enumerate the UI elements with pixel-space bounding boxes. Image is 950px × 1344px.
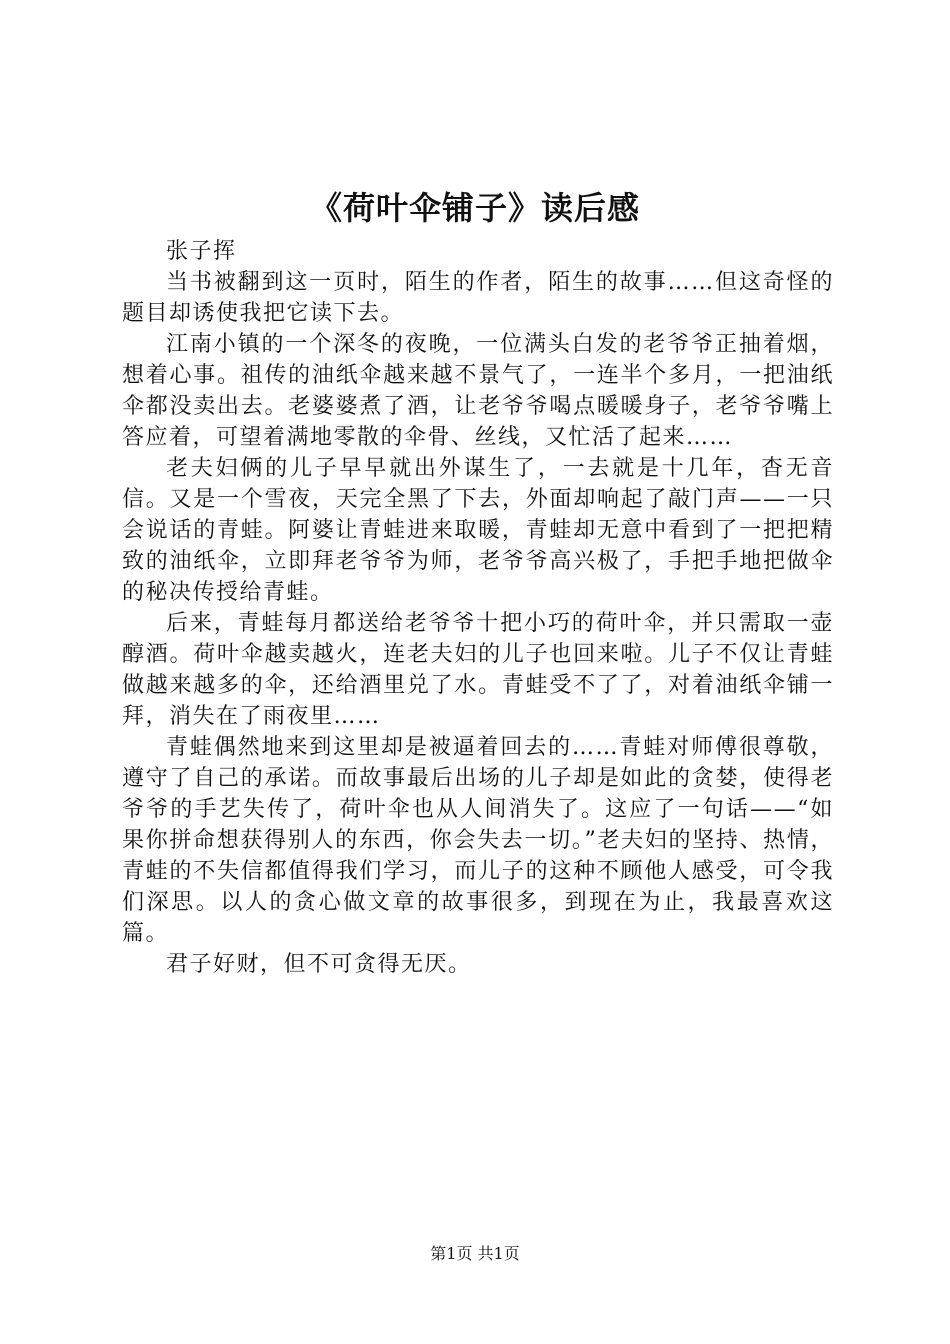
paragraph: 老夫妇俩的儿子早早就出外谋生了，一去就是十几年，杳无音信。又是一个雪夜，天完全黑了下去，外面却响起了敲门声——一只会说话的青蛙。阿婆让青蛙进来取暖，青蛙却无意中看到了一把把精致的油纸伞，立即拜老爷爷为师，老爷爷高兴极了，手把手地把做伞的秘决传授给青蛙。 — [122, 456, 834, 605]
paragraph: 当书被翻到这一页时，陌生的作者，陌生的故事……但这奇怪的题目却诱使我把它读下去。 — [122, 270, 834, 326]
paragraph: 青蛙偶然地来到这里却是被逼着回去的……青蛙对师傅很尊敬，遵守了自己的承诺。而故事最后出场的儿子却是如此的贪婪，使得老爷爷的手艺失传了，荷叶伞也从人间消失了。这应了一句话——“如果你拼命想获得别人的东西，你会失去一切。”老夫妇的坚持、热情，青蛙的不失信都值得我们学习，而儿子的这种不顾他人感受，可令我们深思。以人的贪心做文章的故事很多，到现在为止，我最喜欢这篇。 — [122, 735, 834, 946]
paragraph: 后来，青蛙每月都送给老爷爷十把小巧的荷叶伞，并只需取一壶醇酒。荷叶伞越卖越火，连老夫妇的儿子也回来啦。儿子不仅让青蛙做越来越多的伞，还给酒里兑了水。青蛙受不了了，对着油纸伞铺一拜，消失在了雨夜里…… — [122, 611, 834, 729]
document-body — [122, 236, 834, 980]
paragraph: 君子好财，但不可贪得无厌。 — [166, 952, 472, 977]
page-number-footer: 第1页 共1页 — [430, 1244, 520, 1263]
paragraph: 江南小镇的一个深冬的夜晚，一位满头白发的老爷爷正抽着烟，想着心事。祖传的油纸伞越来越不景气了，一连半个多月，一把油纸伞都没卖出去。老婆婆煮了酒，让老爷爷喝点暖暖身子，老爷爷嘴上答应着，可望着满地零散的伞骨、丝线，又忙活了起来…… — [122, 332, 834, 450]
document-title: 《荷叶伞铺子》读后感 — [309, 189, 640, 227]
author-line: 张子挥 — [166, 239, 237, 264]
